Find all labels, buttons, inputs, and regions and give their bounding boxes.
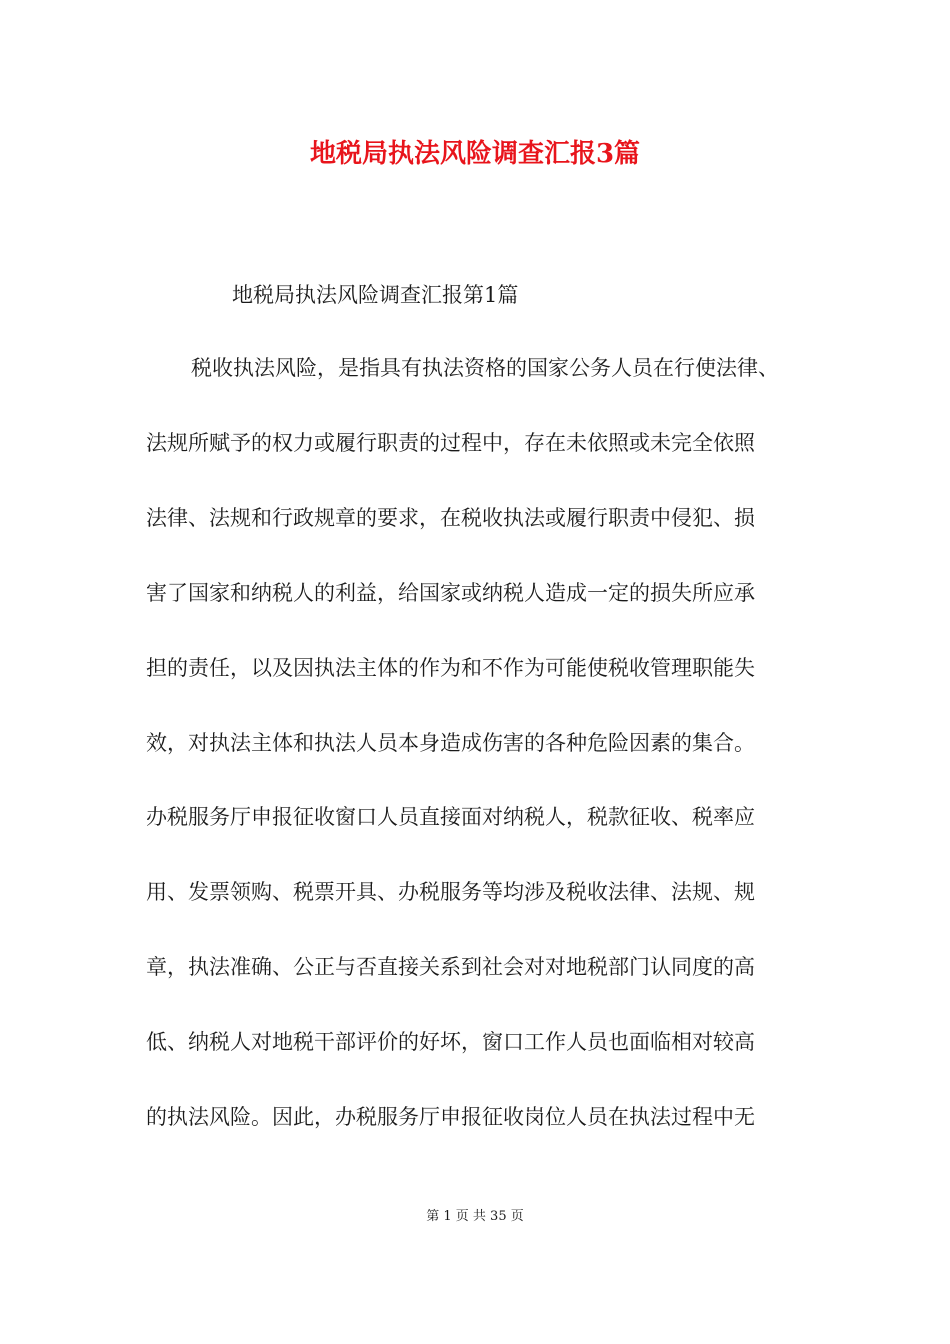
- body-line: 用、发票领购、税票开具、办税服务等均涉及税收法律、法规、规: [146, 880, 755, 904]
- body-line: 法律、法规和行政规章的要求，在税收执法或履行职责中侵犯、损: [146, 506, 755, 530]
- page-footer: 第 1 页 共 35 页: [426, 1209, 524, 1224]
- document-title: 地税局执法风险调查汇报3篇: [309, 139, 641, 169]
- section-subtitle: 地税局执法风险调查汇报第1篇: [232, 283, 519, 307]
- body-line: 效，对执法主体和执法人员本身造成伤害的各种危险因素的集合。: [146, 731, 755, 755]
- body-line: 办税服务厅申报征收窗口人员直接面对纳税人，税款征收、税率应: [146, 805, 755, 829]
- body-line: 担的责任，以及因执法主体的作为和不作为可能使税收管理职能失: [146, 656, 755, 680]
- body-line: 低、纳税人对地税干部评价的好坏，窗口工作人员也面临相对较高: [146, 1030, 755, 1054]
- body-line: 害了国家和纳税人的利益，给国家或纳税人造成一定的损失所应承: [146, 581, 755, 605]
- body-line: 税收执法风险，是指具有执法资格的国家公务人员在行使法律、: [191, 356, 779, 380]
- body-line: 章，执法准确、公正与否直接关系到社会对对地税部门认同度的高: [146, 955, 755, 979]
- body-line: 的执法风险。因此，办税服务厅申报征收岗位人员在执法过程中无: [146, 1105, 755, 1129]
- body-line: 法规所赋予的权力或履行职责的过程中，存在未依照或未完全依照: [146, 431, 755, 455]
